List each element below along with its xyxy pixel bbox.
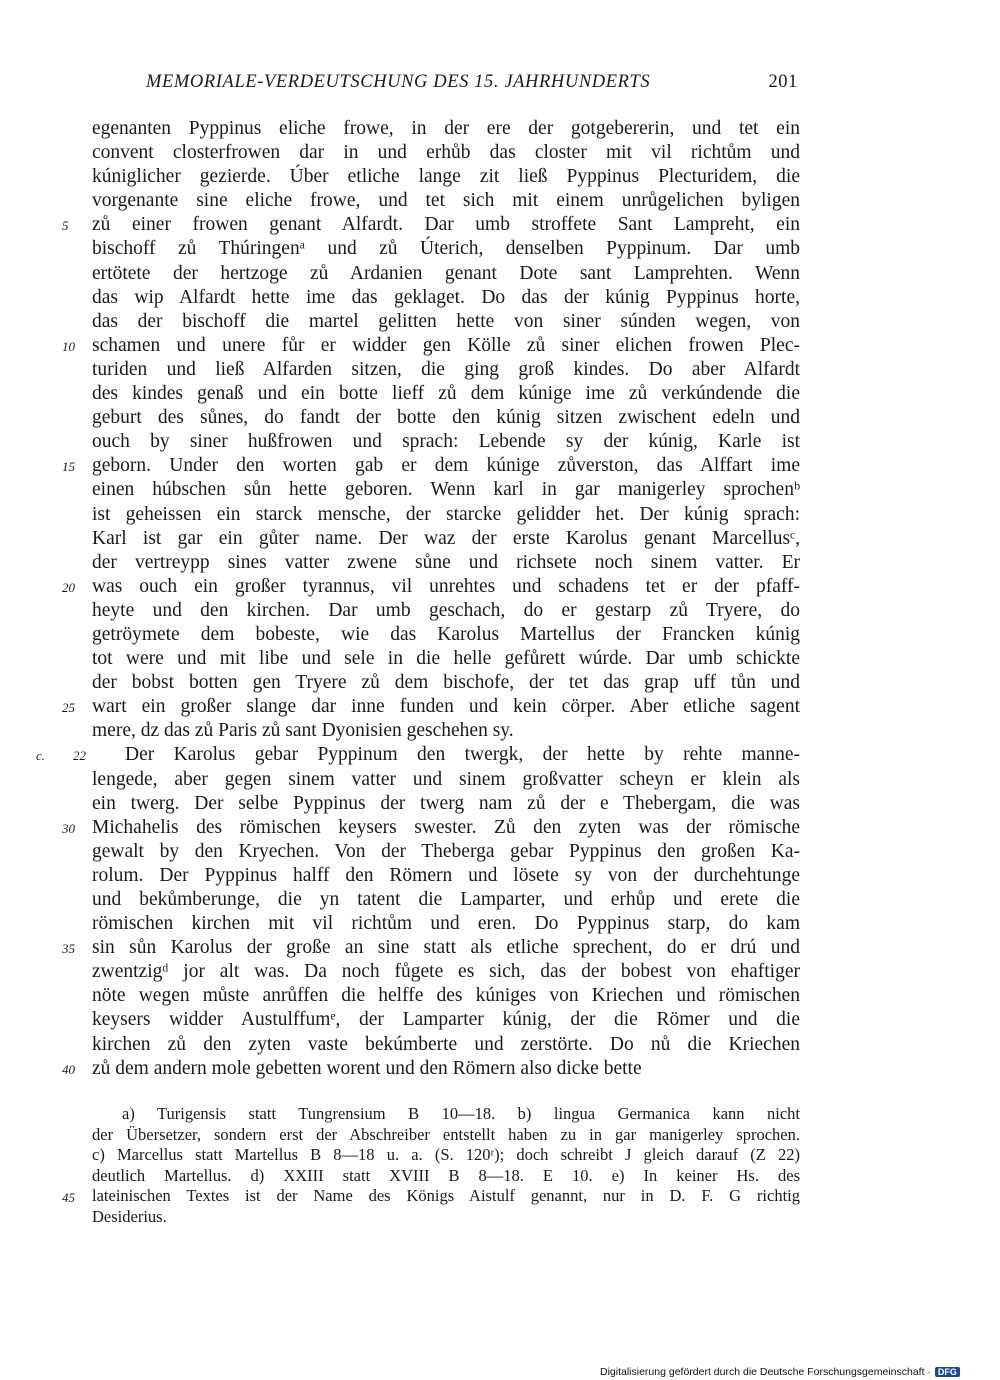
line-text: ertötete der hertzoge zů Ardanien genant Dote sant Lamprehten. Wenn: [92, 262, 800, 284]
footnote-text: c) Marcellus statt Martellus B 8—18 u. a. (S. 120ʳ); doch schreibt J gleich darauf (Z 22): [92, 1145, 800, 1165]
line-number: 5: [62, 218, 69, 234]
text-line: [92, 382, 800, 406]
text-line: [62, 695, 800, 719]
text-line: [92, 888, 800, 912]
text-line: [62, 816, 800, 840]
text-line: [92, 960, 800, 984]
footnote-line: [62, 1186, 800, 1207]
dfg-logo: DFG: [935, 1367, 960, 1377]
line-text: zů einer frowen genant Alfardt. Dar umb stroffete Sant Lampreht, ein: [92, 214, 800, 236]
line-text: geborn. Under den worten gab er dem kúnige zůverston, das Alffart ime: [92, 455, 800, 477]
running-header: [92, 72, 800, 98]
line-number: 35: [62, 941, 75, 957]
text-line: [92, 189, 800, 213]
text-line: [92, 358, 800, 382]
line-text: sin sůn Karolus der große an sine statt als etliche sprechent, do er drú und: [92, 937, 800, 959]
text-line: [92, 623, 800, 647]
text-line: [62, 936, 800, 960]
running-title: MEMORIALE-VERDEUTSCHUNG DES 15. JAHRHUNDERTS: [146, 72, 651, 92]
line-text: einen húbschen sůn hette geboren. Wenn karl in gar manigerley sprochenᵇ: [92, 479, 800, 501]
line-text: ein twerg. Der selbe Pyppinus der twerg nam zů der e Thebergam, die was: [92, 792, 800, 814]
line-number: 10: [62, 338, 75, 354]
text-line: [62, 213, 800, 237]
line-text: der vertreypp sines vatter zwene sůne und richsete noch sinem vatter. Er: [92, 551, 800, 573]
text-line: [92, 237, 800, 261]
line-text: mere, dz das zů Paris zů sant Dyonisien geschehen sy.: [92, 720, 514, 742]
line-text: römischen kirchen mit vil richtům und eren. Do Pyppinus starp, do kam: [92, 913, 800, 935]
line-text: kirchen zů den zyten vaste bekúmberte und zerstörte. Do nů die Kriechen: [92, 1033, 800, 1055]
line-text: convent closterfrowen dar in und erhůb das closter mit vil richtům und: [92, 142, 800, 164]
text-line: [92, 1033, 800, 1057]
line-number: 20: [62, 579, 75, 595]
line-text: vorgenante sine eliche frowe, und tet sich mit einem unrůgelichen byligen: [92, 190, 800, 212]
text-line: [92, 141, 800, 165]
line-text: was ouch ein großer tyrannus, vil unrehtes und schadens tet er der pfaff-: [92, 575, 800, 597]
line-text: und bekůmberunge, die yn tatent die Lamparter, und erhůp und erete die: [92, 889, 800, 910]
line-text: wart ein großer slange dar inne funden und kein cörper. Aber etliche sagent: [92, 696, 800, 718]
line-text: nöte wegen můste anrůffen die helffe des kúniges von Kriechen und römischen: [92, 985, 800, 1007]
text-line: [92, 117, 800, 141]
footnote-line: [92, 1104, 800, 1125]
footnote-text: der Übersetzer, sondern erst der Abschreiber entstellt haben zu in gar manigerley sprochen.: [92, 1124, 800, 1144]
text-line: [92, 406, 800, 430]
text-line: [92, 864, 800, 888]
text-line: [92, 310, 800, 334]
line-number: 15: [62, 459, 75, 475]
footnote-line: [92, 1166, 800, 1187]
text-line: [92, 912, 800, 936]
footnote-line: [92, 1125, 800, 1146]
text-line: [92, 671, 800, 695]
text-line: [36, 743, 800, 767]
line-text: Michahelis des römischen keysers swester. Zů den zyten was der römische: [92, 816, 800, 838]
line-text: das wip Alfardt hette ime das geklaget. Do das der kúnig Pyppinus horte,: [92, 286, 800, 308]
text-line: [92, 792, 800, 816]
footnote-text: Desiderius.: [92, 1206, 167, 1226]
text-line: [62, 1057, 800, 1081]
line-number: 45: [62, 1190, 75, 1206]
text-line: [62, 334, 800, 358]
line-text: bischoff zů Thúringenᵃ und zů Úterich, denselben Pyppinum. Dar umb: [92, 238, 800, 260]
text-line: [92, 1008, 800, 1032]
line-number: 40: [62, 1061, 75, 1077]
text-line: [92, 262, 800, 286]
text-line: [92, 840, 800, 864]
footnote-line: [92, 1207, 800, 1228]
text-line: [62, 454, 800, 478]
text-line: [92, 430, 800, 454]
line-number: 30: [62, 820, 75, 836]
footnote-text: a) Turigensis statt Tungrensium B 10—18. b) lingua Germanica kann nicht: [122, 1104, 800, 1123]
line-text: zwentzigᵈ jor alt was. Da noch fůgete es sich, das der bobest von ehaftiger: [92, 961, 800, 983]
line-text: getröymete dem bobeste, wie das Karolus Martellus der Francken kúnig: [92, 623, 800, 645]
line-text: gewalt by den Kryechen. Von der Theberga gebar Pyppinus den großen Ka-: [92, 840, 800, 862]
line-text: das der bischoff die martel gelitten hette von siner súnden wegen, von: [92, 310, 800, 332]
line-text: lengede, aber gegen sinem vatter und sinem großvatter scheyn er klein als: [92, 768, 800, 790]
line-text: heyte und den kirchen. Dar umb geschach, do er gestarp zů Tryere, do: [92, 599, 800, 621]
footnote-text: deutlich Martellus. d) XXIII statt XVIII B 8—18. E 10. e) In keiner Hs. des: [92, 1165, 800, 1185]
text-line: [92, 599, 800, 623]
line-text: egenanten Pyppinus eliche frowe, in der ere der gotgebererin, und tet ein: [92, 118, 800, 139]
line-text: ouch by siner hußfrowen und sprach: Lebende sy der kúnig, Karle ist: [92, 431, 800, 453]
text-line: [92, 503, 800, 527]
line-number: 25: [62, 700, 75, 716]
line-text: schamen und unere fůr er widder gen Kölle zů siner elichen frowen Plec-: [92, 334, 800, 356]
line-text: turiden und ließ Alfarden sitzen, die ging groß kindes. Do aber Alfardt: [92, 358, 800, 380]
text-line: [92, 527, 800, 551]
text-line: [92, 165, 800, 189]
text-line: [92, 478, 800, 502]
text-line: [92, 286, 800, 310]
line-text: geburt des sůnes, do fandt der botte den kúnig sitzen zwischent edeln und: [92, 407, 800, 429]
text-line: [92, 719, 800, 743]
text-line: [62, 575, 800, 599]
line-text: keysers widder Austulffumᵉ, der Lamparter kúnig, der die Römer und die: [92, 1009, 800, 1031]
credit-text: Digitalisierung gefördert durch die Deutsche Forschungsgemeinschaft ·: [600, 1366, 931, 1378]
text-line: [92, 768, 800, 792]
footnote-text: lateinischen Textes ist der Name des Königs Aistulf genannt, nur in D. F. G richtig: [92, 1186, 800, 1206]
text-line: [92, 647, 800, 671]
text-line: [92, 551, 800, 575]
page-number: 201: [768, 72, 798, 92]
line-text: Der Karolus gebar Pyppinum den twergk, der hette by rehte manne-: [125, 744, 800, 766]
line-text: tot were und mit libe und sele in die helle gefůrett wúrde. Dar umb schickte: [92, 648, 800, 670]
line-text: kúniglicher gezierde. Úber etliche lange zit ließ Pyppinus Plecturidem, die: [92, 166, 800, 188]
footnotes: [62, 1104, 800, 1228]
text-line: [92, 984, 800, 1008]
line-text: ist geheissen ein starck mensche, der starcke gelidder het. Der kúnig sprach:: [92, 503, 800, 525]
main-text: [36, 117, 800, 1081]
chapter-reference: c. 22: [36, 748, 86, 764]
footnote-line: [92, 1145, 800, 1166]
line-text: zů dem andern mole gebetten worent und den Römern also dicke bette: [92, 1057, 642, 1079]
line-text: Karl ist gar ein gůter name. Der waz der erste Karolus genant Marcellusᶜ,: [92, 527, 800, 549]
line-text: der bobst botten gen Tryere zů dem bischofe, der tet das grap uff tůn und: [92, 672, 800, 694]
line-text: rolum. Der Pyppinus halff den Römern und lösete sy von der durchehtunge: [92, 864, 800, 886]
line-text: des kindes genaß und ein botte lieff zů dem kúnige ime zů verkúndende die: [92, 383, 800, 405]
